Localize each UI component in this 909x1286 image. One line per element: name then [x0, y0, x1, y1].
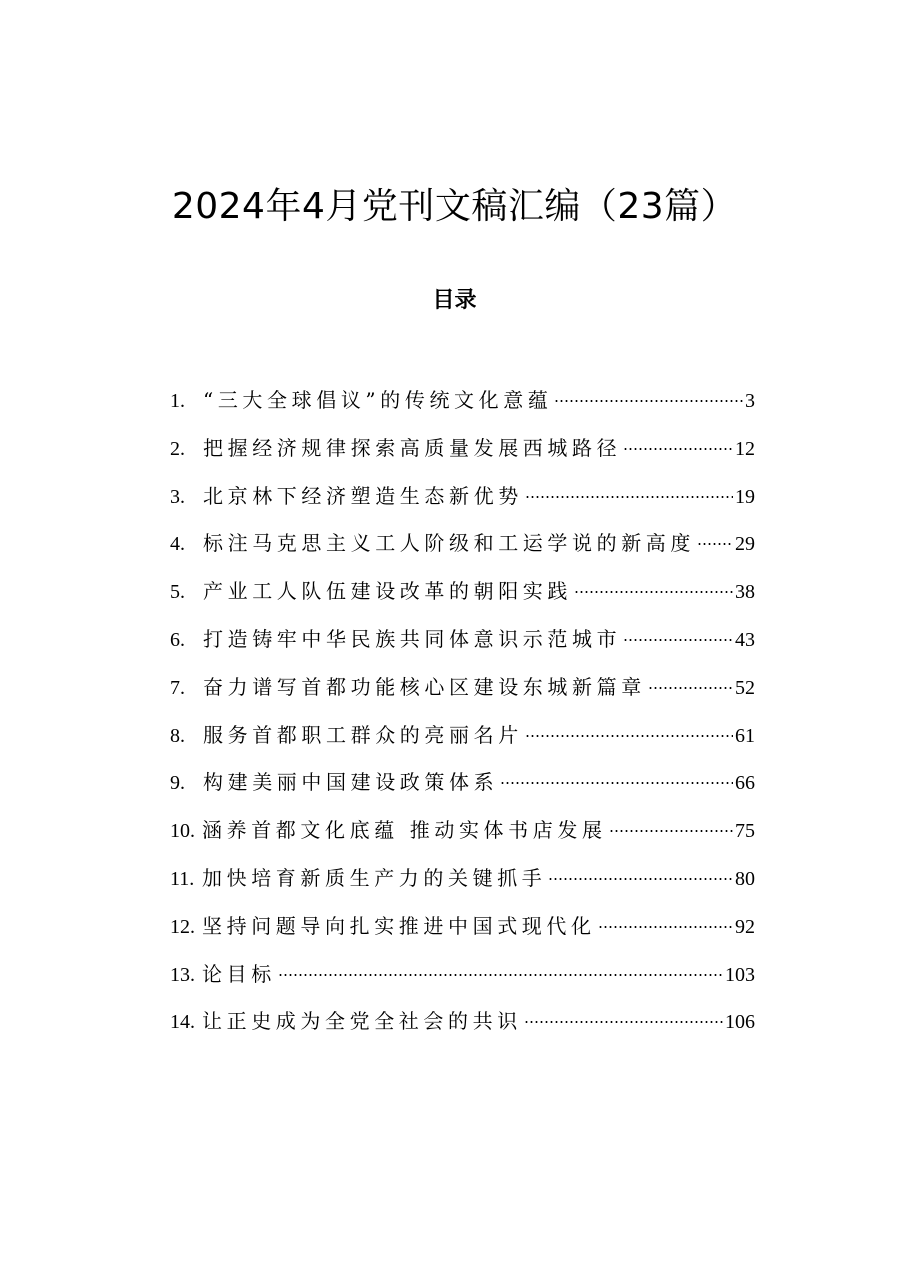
toc-entry-number: 5.: [170, 581, 185, 604]
toc-entry-title: 奋力谱写首都功能核心区建设东城新篇章: [203, 674, 646, 699]
toc-entry-10[interactable]: [170, 807, 755, 855]
toc-entry-title: 构建美丽中国建设政策体系: [203, 770, 499, 795]
toc-entry-number: 1.: [170, 390, 185, 412]
toc-entry-title: 服务首都职工群众的亮丽名片: [203, 722, 523, 747]
toc-entry-8[interactable]: [170, 712, 755, 760]
toc-entry-page: 38: [735, 581, 755, 604]
toc-entry-page: 3: [745, 390, 755, 412]
toc-entry-page: 75: [735, 820, 755, 843]
toc-dot-leader: [278, 974, 723, 976]
toc-dot-leader: [554, 400, 743, 402]
toc-entry-number: 2.: [170, 437, 185, 460]
toc-entry-page: 12: [735, 437, 755, 460]
toc-entry-page: 43: [735, 628, 755, 651]
toc-entry-title: 把握经济规律探索高质量发展西城路径: [203, 435, 622, 460]
toc-entry-page: 106: [725, 1011, 755, 1034]
toc-entry-number: 3.: [170, 485, 185, 508]
toc-dot-leader: [648, 687, 733, 689]
toc-heading: 目录: [432, 288, 477, 313]
toc-entry-13[interactable]: [170, 951, 755, 999]
toc-dot-leader: [500, 782, 733, 784]
toc-entry-title: 标注马克思主义工人阶级和工运学说的新高度: [203, 531, 695, 556]
toc-entry-number: 4.: [170, 533, 185, 556]
toc-entry-number: 7.: [170, 676, 185, 699]
toc-entry-page: 66: [735, 772, 755, 795]
toc-entry-7[interactable]: [170, 664, 755, 712]
toc-entry-3[interactable]: [170, 473, 755, 521]
toc-dot-leader: [525, 735, 733, 737]
toc-entry-number: 10.: [170, 820, 195, 843]
table-of-contents: [170, 377, 755, 1046]
toc-entry-5[interactable]: [170, 568, 755, 616]
toc-entry-number: 13.: [170, 963, 195, 986]
toc-entry-page: 29: [735, 533, 755, 556]
toc-entry-title: 产业工人队伍建设改革的朝阳实践: [203, 579, 572, 604]
toc-dot-leader: [574, 591, 733, 593]
toc-entry-title: 打造铸牢中华民族共同体意识示范城市: [203, 626, 622, 651]
toc-dot-leader: [598, 926, 733, 928]
toc-entry-page: 103: [725, 963, 755, 986]
toc-entry-number: 12.: [170, 915, 195, 938]
toc-entry-2[interactable]: [170, 425, 755, 473]
toc-entry-4[interactable]: [170, 520, 755, 568]
toc-entry-number: 6.: [170, 628, 185, 651]
toc-entry-14[interactable]: [170, 998, 755, 1046]
toc-entry-title: 加快培育新质生产力的关键抓手: [202, 865, 547, 890]
toc-entry-page: 61: [735, 724, 755, 747]
toc-dot-leader: [697, 543, 733, 545]
toc-dot-leader: [548, 878, 733, 880]
toc-entry-number: 14.: [170, 1011, 195, 1034]
toc-entry-number: 8.: [170, 724, 185, 747]
toc-entry-6[interactable]: [170, 616, 755, 664]
document-title: 2024年4月党刊文稿汇编（23篇）: [171, 186, 738, 227]
toc-dot-leader: [609, 830, 733, 832]
toc-entry-page: 92: [735, 915, 755, 938]
toc-entry-9[interactable]: [170, 759, 755, 807]
toc-entry-page: 52: [735, 676, 755, 699]
toc-entry-number: 9.: [170, 772, 185, 795]
toc-entry-title: 论目标: [202, 961, 276, 986]
toc-dot-leader: [525, 496, 733, 498]
toc-entry-number: 11.: [170, 867, 195, 890]
toc-dot-leader: [623, 639, 733, 641]
toc-entry-title: 涵养首都文化底蕴 推动实体书店发展: [202, 818, 607, 843]
toc-entry-title: 北京林下经济塑造生态新优势: [203, 483, 523, 508]
toc-entry-page: 80: [735, 867, 755, 890]
toc-entry-1[interactable]: [170, 377, 755, 425]
toc-dot-leader: [524, 1021, 723, 1023]
toc-entry-title: 让正史成为全党全社会的共识: [202, 1009, 522, 1034]
toc-entry-title: 坚持问题导向扎实推进中国式现代化: [202, 913, 596, 938]
toc-entry-title: “三大全球倡议”的传统文化意蕴: [203, 388, 553, 412]
toc-entry-11[interactable]: [170, 855, 755, 903]
toc-entry-page: 19: [735, 485, 755, 508]
toc-entry-12[interactable]: [170, 903, 755, 951]
toc-dot-leader: [623, 448, 733, 450]
